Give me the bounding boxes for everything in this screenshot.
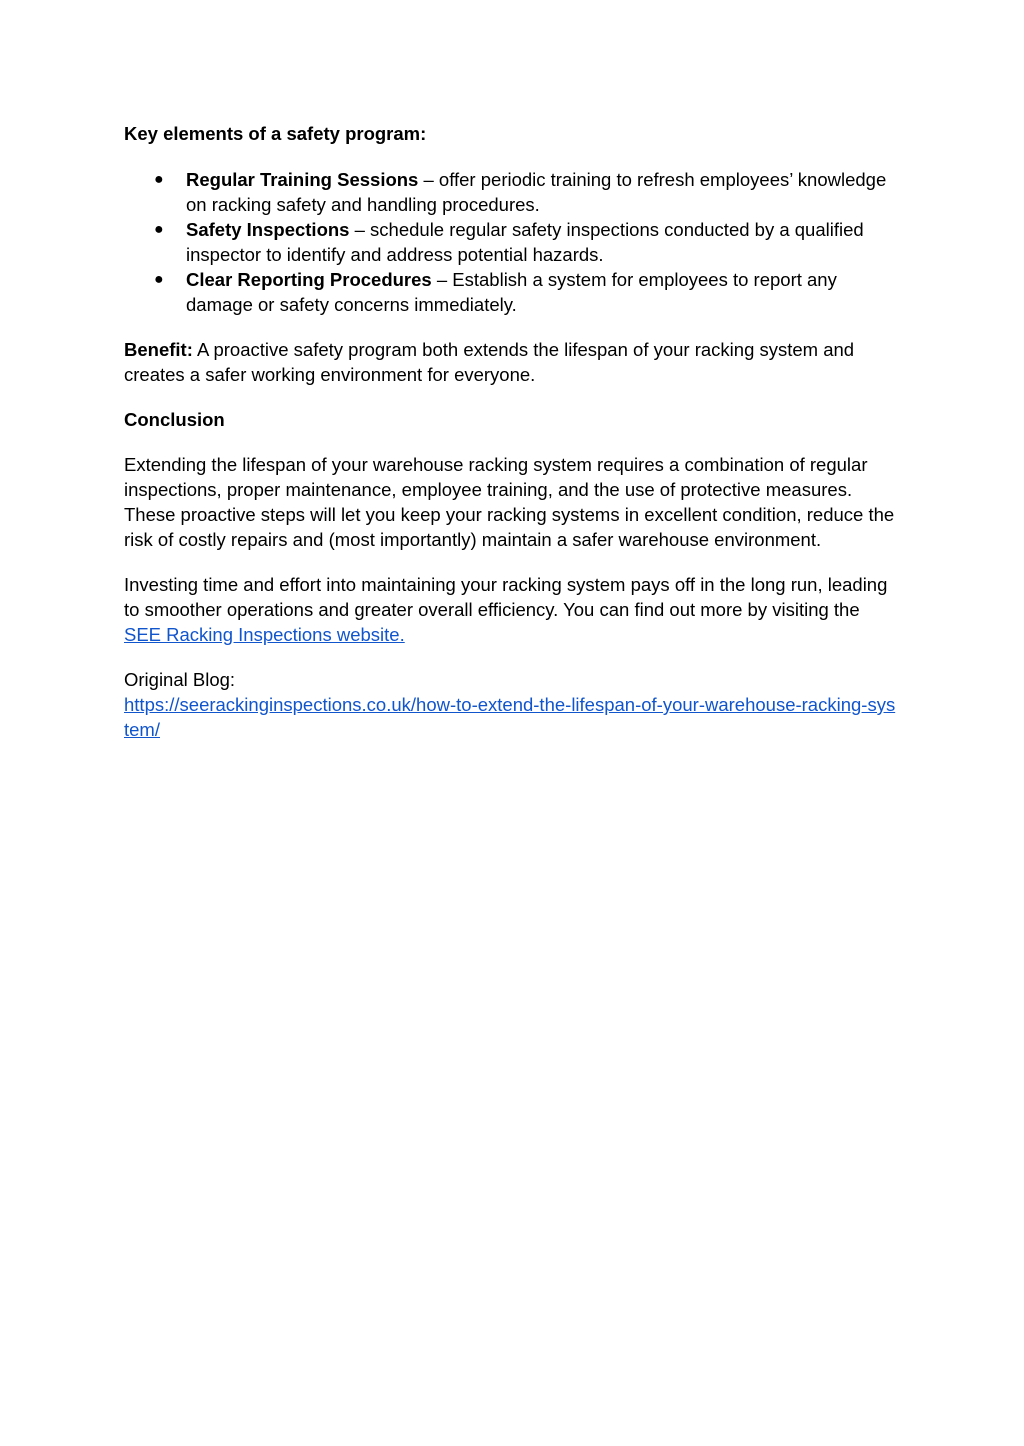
list-item-text: – offer periodic training to refresh employees’ knowledge on racking safety and handling procedures. [186, 169, 887, 215]
conclusion-heading: Conclusion [124, 409, 225, 430]
list-item-text: – Establish a system for employees to report any damage or safety concerns immediately. [186, 269, 837, 315]
benefit-paragraph [124, 337, 896, 387]
original-blog-link[interactable]: https://seerackinginspections.co.uk/how-to-extend-the-lifespan-of-your-warehouse-racking-system/ [124, 694, 896, 740]
see-racking-website-link[interactable]: SEE Racking Inspections website. [124, 624, 405, 645]
benefit-text: A proactive safety program both extends the lifespan of your racking system and creates a safer working environment for everyone. [124, 339, 855, 385]
list-item-title: Safety Inspections [186, 219, 350, 240]
list-item-text: – schedule regular safety inspections conducted by a qualified inspector to identify and address potential hazards. [186, 219, 864, 265]
document-page [124, 121, 896, 742]
key-elements-list [124, 167, 896, 317]
key-elements-heading: Key elements of a safety program: [124, 123, 427, 144]
benefit-label: Benefit: [124, 339, 193, 360]
conclusion-paragraph-2-text: Investing time and effort into maintaining your racking system pays off in the long run, leading to smoother operations and greater overall efficiency. You can find out more by visiting the [124, 574, 888, 620]
list-item-title: Clear Reporting Procedures [186, 269, 432, 290]
conclusion-paragraph-1: Extending the lifespan of your warehouse racking system requires a combination of regular inspections, proper maintenance, employee training, and the use of protective measures. These proactive steps will let you keep your racking systems in excellent condition, reduce the risk of costly repairs and (most importantly) maintain a safer warehouse environment. [124, 454, 895, 550]
list-item-title: Regular Training Sessions [186, 169, 419, 190]
conclusion-paragraph-2 [124, 572, 896, 647]
list-item [124, 217, 896, 267]
bullet-icon: ● [154, 221, 164, 238]
list-item [124, 267, 896, 317]
bullet-icon: ● [154, 171, 164, 188]
original-blog-paragraph [124, 667, 896, 742]
list-item [124, 167, 896, 217]
bullet-icon: ● [154, 271, 164, 288]
original-blog-label: Original Blog: [124, 669, 236, 690]
